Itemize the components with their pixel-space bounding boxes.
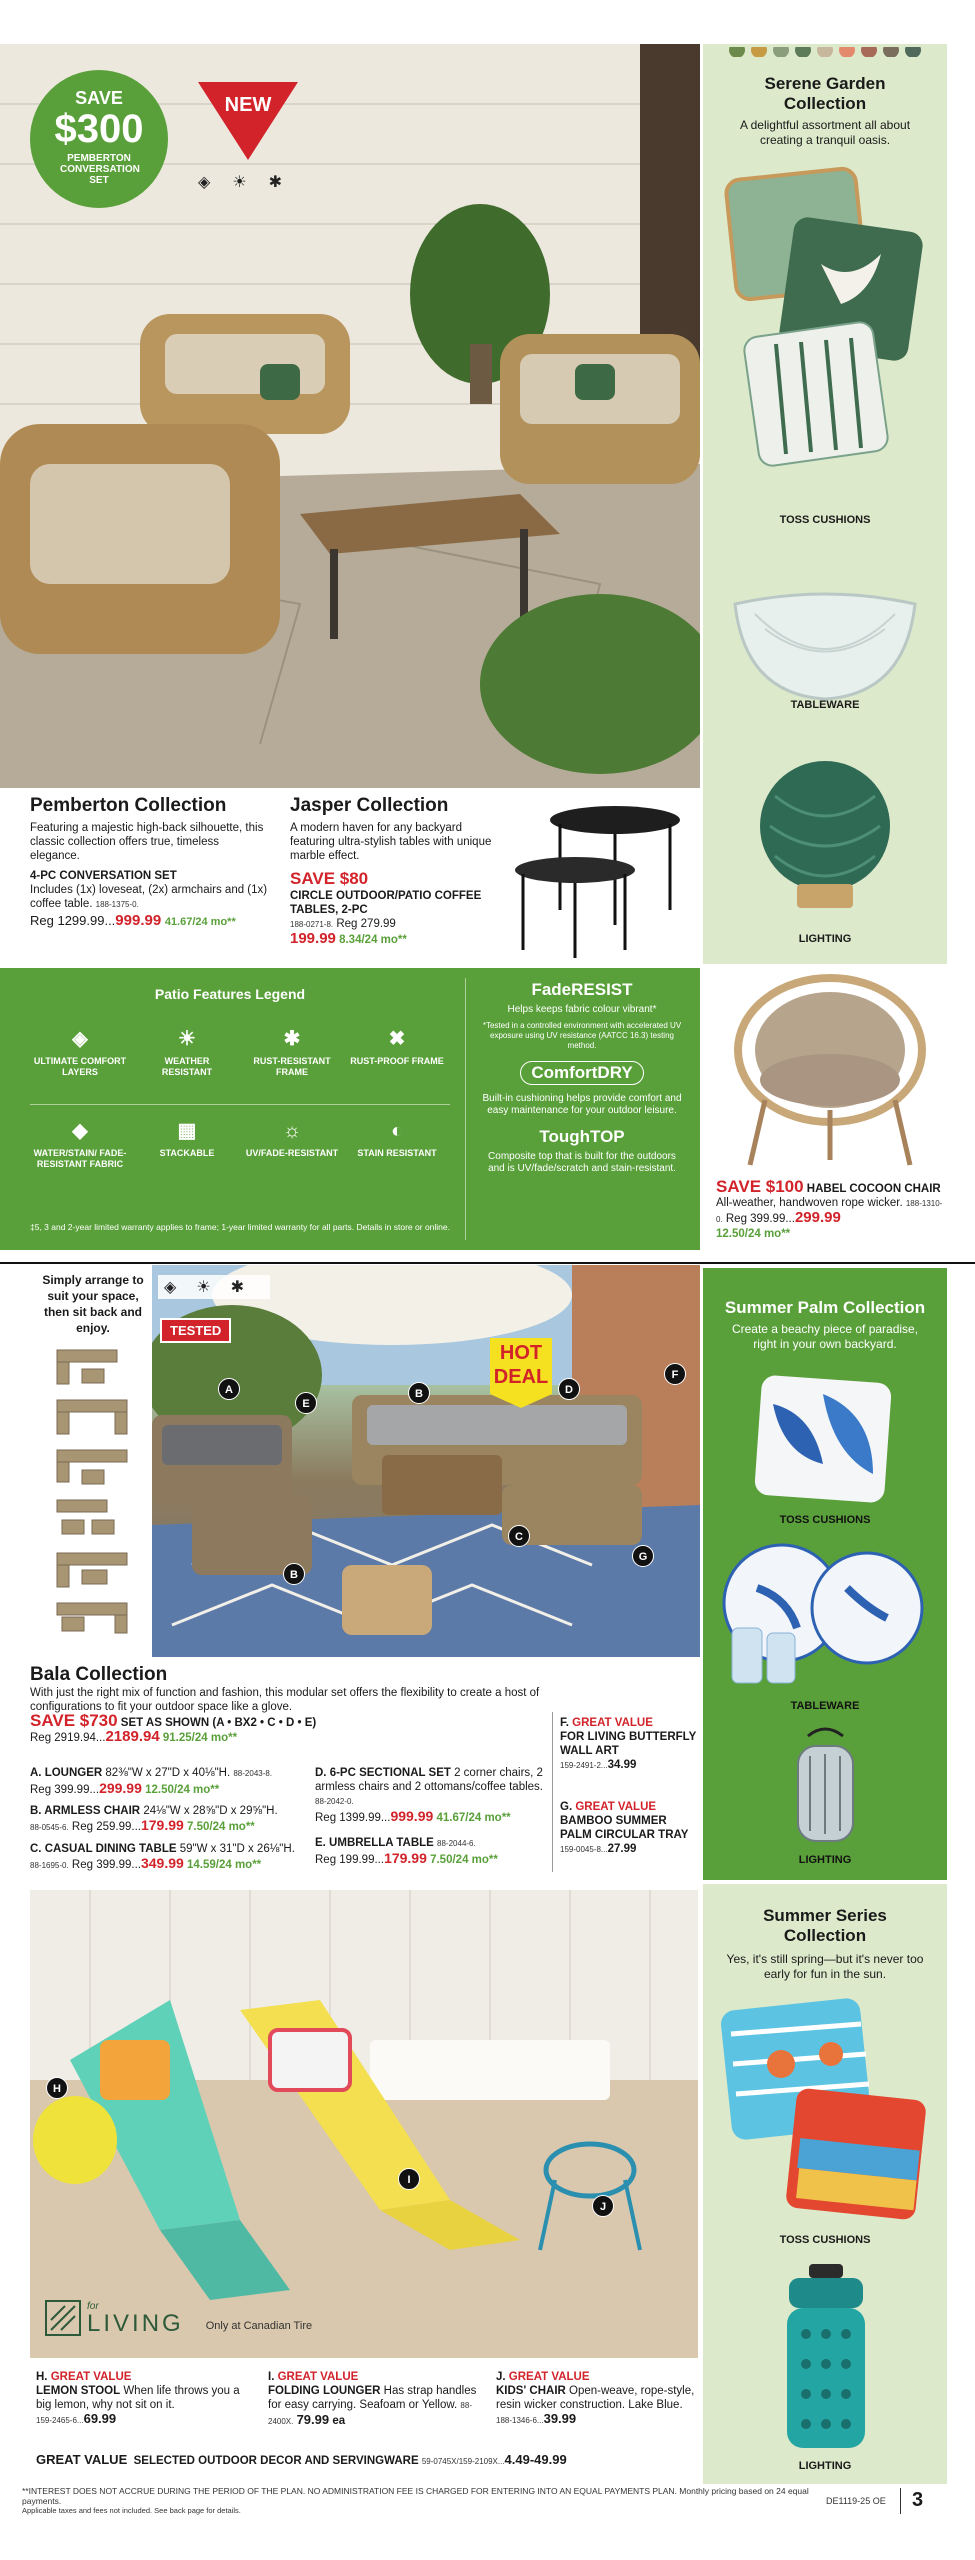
arrange-text: Simply arrange to suit your space, then sit back and enjoy. bbox=[42, 1273, 144, 1335]
summer-series-cushions-image bbox=[721, 1994, 931, 2224]
stackable-icon: ▦ bbox=[177, 1120, 197, 1142]
serene-cap-tableware: TABLEWARE bbox=[790, 699, 860, 711]
jasper-tables-image bbox=[505, 800, 695, 960]
marker-a: A bbox=[218, 1378, 240, 1400]
marker-c: C bbox=[508, 1525, 530, 1547]
legend-uv-resistant: ☼ UV/FADE-RESISTANT bbox=[245, 1120, 339, 1158]
configuration-diagrams bbox=[52, 1345, 142, 1635]
serene-cushions-image bbox=[721, 164, 931, 504]
jasper-title: Jasper Collection bbox=[290, 795, 449, 816]
bala-item-b: B. ARMLESS CHAIR 24⅛"W x 28⅝"D x 29⅝"H. 88-0545-6. Reg 259.99...179.99 7.50/24 mo** bbox=[30, 1805, 278, 1833]
summer-palm-title: Summer Palm Collection bbox=[724, 1298, 926, 1317]
comfort-layers-icon: ◈ bbox=[72, 1028, 88, 1050]
hot-deal-badge: HOT DEAL bbox=[490, 1338, 552, 1408]
for-living-icon bbox=[45, 2300, 81, 2336]
marker-e: E bbox=[295, 1392, 317, 1414]
summer-series-title: Summer Series Collection bbox=[763, 1906, 887, 1945]
marker-b2: B bbox=[283, 1563, 305, 1585]
item-h-block: H. GREAT VALUE LEMON STOOL When life throws you a big lemon, why not sit on it. 159-2465-6...69.99 bbox=[36, 2371, 240, 2426]
legend-weather-resistant: ☀ WEATHER RESISTANT bbox=[140, 1028, 234, 1078]
pemberton-title: Pemberton Collection bbox=[30, 795, 227, 816]
jasper-block: Jasper Collection A modern haven for any backyard featuring ultra-stylish tables with unique marble effect. SAVE $80 CIRCLE OUTDOOR/PATIO COFFEE TABLES, 2-PC 188-0271-8. Reg 279.99 199.99 8.34/24 mo** bbox=[290, 795, 505, 947]
water-stain-icon: ◆ bbox=[72, 1120, 88, 1142]
marker-d: D bbox=[558, 1378, 580, 1400]
weather-resistant-icon: ☀ bbox=[196, 1279, 231, 1296]
marker-b: B bbox=[408, 1382, 430, 1404]
series-cap-lighting: LIGHTING bbox=[798, 2460, 852, 2472]
bala-item-c: C. CASUAL DINING TABLE 59"W x 31"D x 26⅛"H. 88-1695-0. Reg 399.99...349.99 14.59/24 mo** bbox=[30, 1843, 295, 1871]
rust-proof-icon: ✖ bbox=[388, 1028, 406, 1050]
marker-h: H bbox=[46, 2077, 68, 2099]
hero-feature-icons bbox=[198, 172, 304, 192]
section-divider bbox=[0, 1262, 975, 1264]
pemberton-block: Pemberton Collection Featuring a majestic high-back silhouette, this classic collection offers true, timeless elegance. 4-PC CONVERSATION SET Includes (1x) loveseat, (2x) armchairs and (1x) coffee table. 188-1375-0. Reg 1299.99...999.99 41.67/24 mo** bbox=[30, 795, 270, 929]
item-i-block: I. GREAT VALUE FOLDING LOUNGER Has strap handles for easy carrying. Seafoam or Yellow. 88-2400X. 79.99 ea bbox=[268, 2371, 477, 2427]
legend-divider bbox=[30, 1104, 450, 1105]
rust-resistant-icon: ✱ bbox=[230, 1279, 265, 1296]
summer-series-lantern-image bbox=[781, 2264, 871, 2454]
serene-bowl-image bbox=[725, 574, 925, 704]
bala-divider bbox=[552, 1712, 553, 1872]
serene-title: Serene Garden Collection bbox=[764, 74, 886, 113]
comfortdry-logo: ComfortDRY bbox=[520, 1061, 643, 1085]
serene-garden-panel: Serene Garden Collection A delightful assortment all about creating a tranquil oasis. TOSS CUSHIONS TABLEWARE LIGHTING bbox=[703, 44, 947, 964]
item-f-block: F. GREAT VALUE FOR LIVING BUTTERFLY WALL ART 159-2491-2...34.99 bbox=[560, 1717, 697, 1771]
patio-features-legend: Patio Features Legend ◈ ULTIMATE COMFORT LAYERS ☀ WEATHER RESISTANT ✱ RUST-RESISTANT FRAME ✖ RUST-PROOF FRAME ◆ WATER/STAIN/ FADE-RESISTANT FABRIC ▦ STACKABLE ☼ UV/FADE-RESISTANT ◐ STAIN RESISTANT ‡5, 3 and 2-year limited warranty applies to frame; 1-year limited warranty for all parts. Details in store or online. FadeRESIST Helps keeps fabric colour vibrant* *Tested in a controlled environment with accelerated UV exposure using UV resistance (AATCC 16.3) testing method. ComfortDRY Built-in cushioning helps provide comfort and easy maintenance for your outdoor leisure. ToughTOP Composite top that is built for the outdoors and is UV/fade/scratch and stain-resistant. bbox=[0, 968, 700, 1250]
toughtop-logo: ToughTOP bbox=[539, 1127, 625, 1146]
serene-cap-lighting: LIGHTING bbox=[798, 933, 852, 945]
bala-feature-icons bbox=[158, 1275, 270, 1299]
palm-tableware-image bbox=[717, 1538, 937, 1688]
bala-item-e: E. UMBRELLA TABLE 88-2044-6. Reg 199.99...179.99 7.50/24 mo** bbox=[315, 1837, 498, 1866]
bala-title: Bala Collection bbox=[30, 1664, 168, 1685]
marker-j: J bbox=[592, 2195, 614, 2217]
bala-item-d: D. 6-PC SECTIONAL SET 2 corner chairs, 2 armless chairs and 2 ottomans/coffee tables. 88-2042-0. Reg 1399.99...999.99 41.67/24 mo** bbox=[315, 1767, 543, 1824]
marker-g: G bbox=[632, 1545, 654, 1567]
new-badge: NEW bbox=[198, 82, 298, 162]
footer-fine-print: **INTEREST DOES NOT ACCRUE DURING THE PERIOD OF THE PLAN. NO ADMINISTRATION FEE IS CHARGED FOR ENTERING INTO AN EQUAL PAYMENTS PLAN. Monthly pricing based on 24 equal payments. Applicable taxes and fees not included. See back page for details. bbox=[22, 2486, 809, 2515]
weather-resistant-icon: ☀ bbox=[178, 1028, 196, 1050]
faderesist-logo: FadeRESIST bbox=[531, 980, 633, 999]
palm-cushion-image bbox=[753, 1374, 893, 1504]
uv-resistant-icon: ☼ bbox=[282, 1120, 302, 1142]
legend-stain-resistant: ◐ STAIN RESISTANT bbox=[350, 1120, 444, 1159]
palm-cap-lighting: LIGHTING bbox=[798, 1854, 852, 1866]
comfort-layers-icon: ◈ bbox=[164, 1279, 197, 1296]
legend-stackable: ▦ STACKABLE bbox=[140, 1120, 234, 1159]
serene-lantern-image bbox=[755, 756, 895, 916]
warranty-note: ‡5, 3 and 2-year limited warranty applies to frame; 1-year limited warranty for all parts. Details in store or online. bbox=[30, 1222, 450, 1232]
legend-vertical-divider bbox=[465, 978, 466, 1240]
palm-lantern-image bbox=[788, 1726, 863, 1846]
rust-resistant-icon: ✱ bbox=[268, 174, 305, 191]
palm-cap-tableware: TABLEWARE bbox=[790, 1700, 860, 1712]
comfort-layers-icon: ◈ bbox=[198, 174, 233, 191]
serene-cap-cushions: TOSS CUSHIONS bbox=[779, 514, 871, 526]
legend-rust-proof: ✖ RUST-PROOF FRAME bbox=[350, 1028, 444, 1066]
tested-badge: TESTED bbox=[160, 1318, 231, 1343]
habel-block: SAVE $100 HABEL COCOON CHAIR All-weather, handwoven rope wicker. 188-1310-0. Reg 399.99...299.99 12.50/24 mo** bbox=[716, 1177, 943, 1240]
rust-resistant-icon: ✱ bbox=[283, 1028, 301, 1050]
marker-i: I bbox=[398, 2168, 420, 2190]
habel-chair-image bbox=[720, 970, 940, 1170]
bala-item-a: A. LOUNGER 82⅜"W x 27"D x 40⅛"H. 88-2043-8. Reg 399.99...299.99 12.50/24 mo** bbox=[30, 1767, 273, 1796]
loungers-photo bbox=[30, 1890, 698, 2358]
series-cap-cushions: TOSS CUSHIONS bbox=[779, 2234, 871, 2246]
summer-palm-panel: Summer Palm Collection Create a beachy piece of paradise, right in your own backyard. TOSS CUSHIONS TABLEWARE LIGHTING bbox=[703, 1268, 947, 1880]
for-living-logo: for LIVING Only at Canadian Tire bbox=[45, 2300, 312, 2336]
palm-cap-cushions: TOSS CUSHIONS bbox=[779, 1514, 871, 1526]
legend-title: Patio Features Legend bbox=[154, 986, 306, 1002]
legend-fade-resistant: ◆ WATER/STAIN/ FADE-RESISTANT FABRIC bbox=[33, 1120, 127, 1169]
color-dots bbox=[703, 44, 947, 54]
bala-block: Bala Collection With just the right mix of function and fashion, this modular set offers the flexibility to create a host of configurations to fit your outdoor space like a glove. SAVE $730 SET AS SHOWN (A • BX2 • C • D • E) Reg 2919.94...2189.94 91.25/24 mo** bbox=[30, 1664, 570, 1745]
decor-line: GREAT VALUE SELECTED OUTDOOR DECOR AND SERVINGWARE 59-0745X/159-2109X...4.49-49.99 bbox=[36, 2452, 567, 2467]
item-g-block: G. GREAT VALUE BAMBOO SUMMER PALM CIRCULAR TRAY 159-0045-8...27.99 bbox=[560, 1801, 689, 1855]
legend-rust-resistant: ✱ RUST-RESISTANT FRAME bbox=[245, 1028, 339, 1078]
item-j-block: J. GREAT VALUE KIDS' CHAIR Open-weave, rope-style, resin wicker construction. Lake Blue. 188-1346-6...39.99 bbox=[496, 2371, 695, 2426]
stain-resistant-icon: ◐ bbox=[390, 1120, 404, 1142]
page-number: 3 bbox=[912, 2489, 924, 2511]
bala-photo bbox=[152, 1265, 700, 1657]
legend-comfort-layers: ◈ ULTIMATE COMFORT LAYERS bbox=[33, 1028, 127, 1077]
footer-code: DE1119-25 OE bbox=[826, 2496, 886, 2506]
weather-resistant-icon: ☀ bbox=[232, 174, 269, 191]
summer-series-panel: Summer Series Collection Yes, it's still spring—but it's never too early for fun in the sun. TOSS CUSHIONS LIGHTING bbox=[703, 1884, 947, 2484]
footer-divider bbox=[900, 2488, 901, 2514]
marker-f: F bbox=[664, 1363, 686, 1385]
save-300-badge: SAVE $300 PEMBERTON CONVERSATION SET bbox=[30, 70, 168, 208]
